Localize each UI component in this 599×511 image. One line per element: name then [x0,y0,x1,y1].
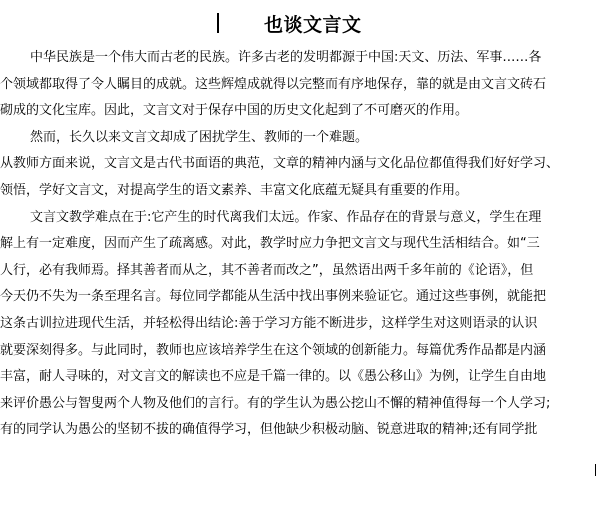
paragraph-line: 然而，长久以来文言文却成了困扰学生、教师的一个难题。 [30,129,369,145]
paragraph-line: 解上有一定难度，因而产生了疏离感。对此，教学时应力争把文言文与现代生活相结合。如“三 [0,236,540,252]
paragraph-line: 这条古训拉进现代生活，并轻松得出结论:善于学习方能不断进步，这样学生对这则语录的认识 [0,315,538,331]
paragraph-line: 丰富，耐人寻味的，对文言文的解读也不应是千篇一律的。以《愚公移山》为例，让学生自由地 [0,369,547,385]
paragraph-line: 人行，必有我师焉。择其善者而从之，其不善者而改之”，虽然语出两千多年前的《论语》，但 [0,262,534,278]
paragraph-line: 从教师方面来说，文言文是古代书面语的典范，文章的精神内涵与文化品位都值得我们好好学习、 [0,156,560,172]
paragraph-line: 今天仍不失为一条至理名言。每位同学都能从生活中找出事例来验证它。通过这些事例，就能把 [0,289,547,305]
paragraph-line: 个领域都取得了令人瞩目的成就。这些辉煌成就得以完整而有序地保存，靠的就是由文言文砖石 [0,76,547,92]
paragraph-line: 文言文教学难点在于:它产生的时代离我们太远。作家、作品存在的背景与意义，学生在理 [30,209,542,225]
paragraph-line: 中华民族是一个伟大而古老的民族。许多古老的发明都源于中国:天文、历法、军事……各 [30,50,542,65]
document-body[interactable] [0,45,599,444]
document-title: 也谈文言文 [264,14,362,36]
paragraph-line: 就要深刻得多。与此同时，教师也应该培养学生在这个领域的创新能力。每篇优秀作品都是内涵 [0,342,547,358]
edge-mark [595,464,596,476]
paragraph-line: 有的同学认为愚公的坚韧不拔的确值得学习，但他缺少积极动脑、锐意进取的精神;还有同学批 [0,422,538,438]
paragraph-line: 领悟，学好文言文，对提高学生的语文素养、丰富文化底蕴无疑具有重要的作用。 [0,182,469,198]
paragraph-line: 砌成的文化宝库。因此，文言文对于保存中国的历史文化起到了不可磨灭的作用。 [0,103,469,119]
paragraph-line: 来评价愚公与智叟两个人物及他们的言行。有的学生认为愚公挖山不懈的精神值得每一个人学习; [0,395,551,411]
text-cursor [217,13,219,33]
